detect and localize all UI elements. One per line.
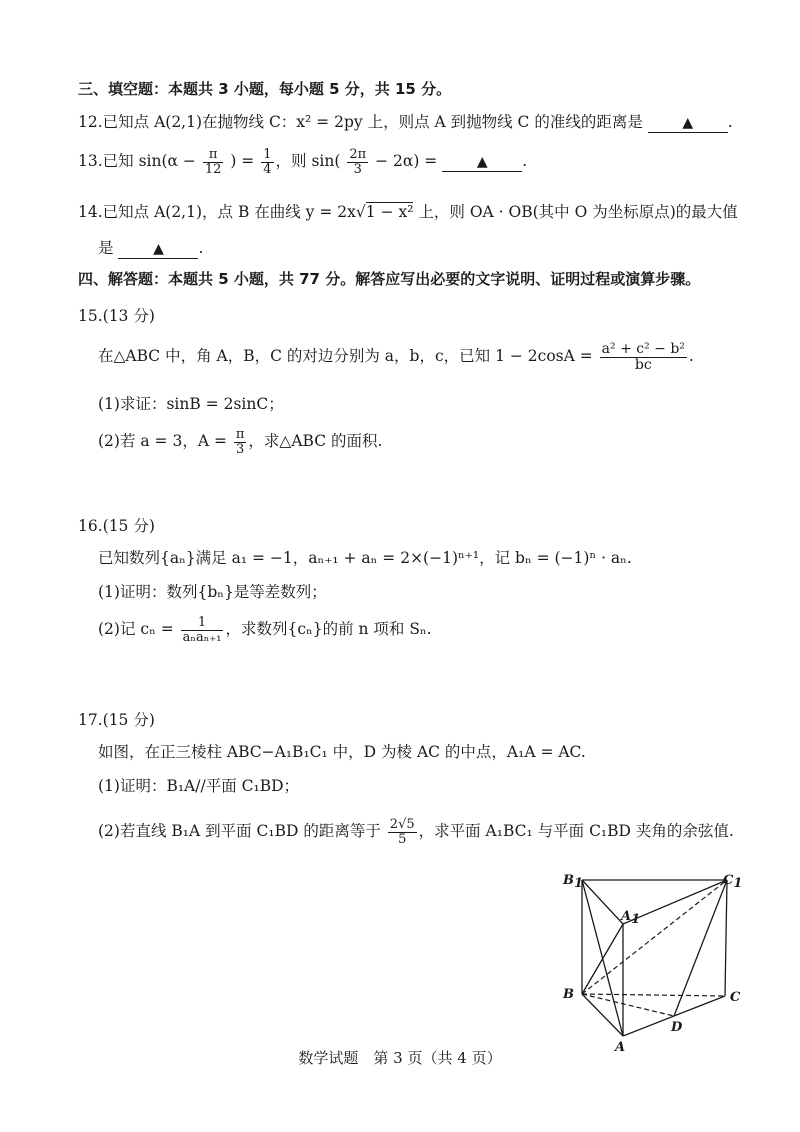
q14-text-a: 14.已知点 A(2,1)，点 B 在曲线 y = 2x	[78, 203, 356, 221]
q13-mid-2: ，则 sin(	[275, 152, 341, 171]
blank-triangle-icon: ▲	[153, 241, 164, 257]
label-a1: A1	[621, 909, 641, 927]
q13-frac2-den: 4	[263, 161, 272, 177]
section3-header: 三、填空题：本题共 3 小题，每小题 5 分，共 15 分。	[78, 80, 452, 98]
q13-frac-2	[261, 148, 273, 176]
q17-p2-prefix: (2)若直线 B₁A 到平面 C₁BD 的距离等于	[98, 822, 381, 841]
q16-stem: 已知数列{aₙ}满足 a₁ = −1，aₙ₊₁ + aₙ = 2×(−1)ⁿ⁺¹，记 bₙ = (−1)ⁿ · aₙ.	[98, 549, 632, 567]
question-14-line2	[98, 236, 203, 259]
q15-p2-fraction	[234, 428, 247, 456]
q15-frac-den: bc	[634, 356, 652, 373]
q15-part2	[98, 428, 382, 456]
q16-title: 16.(15 分)	[78, 517, 155, 535]
label-a: A	[615, 1040, 626, 1053]
blank-triangle-icon: ▲	[476, 154, 488, 171]
q13-mid-3: − 2α) =	[375, 152, 438, 171]
q14-period: .	[198, 239, 204, 257]
edge-c1c	[725, 880, 727, 996]
q13-frac3-num: 2π	[349, 147, 367, 162]
q14-sqrt-content: 1 − x²	[365, 203, 414, 221]
q12-answer-blank	[648, 114, 728, 133]
q13-prefix: 13.已知 sin(α −	[78, 152, 196, 171]
prism-figure	[557, 868, 757, 1053]
q15-p2-num: π	[235, 427, 245, 442]
question-12	[78, 110, 733, 133]
q12-period: .	[727, 113, 733, 131]
label-c1: C1	[723, 873, 743, 891]
q15-stem-suffix: .	[688, 347, 694, 366]
q17-p2-suffix: ，求平面 A₁BC₁ 与平面 C₁BD 夹角的余弦值.	[418, 822, 734, 841]
label-c: C	[730, 990, 741, 1005]
q17-title: 17.(15 分)	[78, 711, 155, 729]
q13-frac-1	[203, 148, 224, 176]
label-d: D	[671, 1020, 683, 1035]
edge-ba1	[582, 924, 623, 994]
q15-stem	[98, 342, 694, 372]
q15-frac-num: a² + c² − b²	[601, 341, 685, 357]
q13-mid-1: ) =	[230, 152, 255, 171]
question-13	[78, 148, 527, 176]
q17-stem: 如图，在正三棱柱 ABC−A₁B₁C₁ 中，D 为棱 AC 的中点，A₁A = AC.	[98, 743, 586, 761]
q13-frac1-num: π	[203, 148, 224, 163]
q15-stem-fraction	[600, 342, 687, 372]
q17-p2-fraction	[388, 818, 417, 846]
blank-triangle-icon: ▲	[682, 115, 694, 131]
q17-part1: (1)证明：B₁A//平面 C₁BD；	[98, 777, 300, 795]
q13-frac3-den: 3	[353, 161, 362, 177]
label-b: B	[563, 987, 574, 1002]
q17-part2	[98, 818, 734, 846]
q16-p2-prefix: (2)记 cₙ =	[98, 620, 174, 639]
q15-part1: (1)求证：sinB = 2sinC；	[98, 395, 284, 413]
q17-p2-den: 5	[398, 831, 407, 847]
q13-frac-3	[347, 148, 368, 176]
q14-text-b: 上，则 OA · OB(其中 O 为坐标原点)的最大值	[418, 203, 738, 221]
q12-text: 12.已知点 A(2,1)在抛物线 C：x² = 2py 上，则点 A 到抛物线 C 的准线的距离是	[78, 113, 643, 131]
q14-answer-blank	[118, 240, 198, 259]
q15-title: 15.(13 分)	[78, 307, 155, 325]
q15-p2-prefix: (2)若 a = 3，A =	[98, 432, 227, 451]
q16-part1: (1)证明：数列{bₙ}是等差数列；	[98, 583, 327, 601]
page-footer: 数学试题 第 3 页（共 4 页）	[298, 1049, 502, 1067]
q16-p2-den: aₙaₙ₊₁	[182, 629, 222, 645]
q13-frac2-num: 1	[263, 147, 272, 162]
q16-p2-fraction	[181, 616, 224, 644]
q15-p2-den: 3	[236, 441, 245, 457]
q16-p2-suffix: ，求数列{cₙ}的前 n 项和 Sₙ.	[225, 620, 432, 639]
q13-answer-blank	[442, 153, 522, 172]
q16-part2	[98, 616, 432, 644]
q15-stem-prefix: 在△ABC 中，角 A，B，C 的对边分别为 a，b，c，已知 1 − 2cosA =	[98, 347, 593, 366]
question-14-line1	[78, 200, 738, 222]
sqrt-icon: √	[355, 203, 366, 221]
section4-header: 四、解答题：本题共 5 小题，共 77 分。解答应写出必要的文字说明、证明过程或演算步骤。	[78, 270, 701, 288]
q13-frac1-den: 12	[204, 161, 222, 177]
edge-bc-hidden	[582, 994, 725, 996]
q15-p2-suffix: ，求△ABC 的面积.	[248, 432, 383, 451]
q13-period: .	[522, 152, 528, 171]
q17-p2-num: 2√5	[389, 817, 415, 832]
label-b1: B1	[563, 873, 584, 891]
q16-p2-num: 1	[181, 616, 224, 631]
q14-line2-text: 是	[98, 239, 114, 257]
edge-bd-hidden	[582, 994, 674, 1016]
